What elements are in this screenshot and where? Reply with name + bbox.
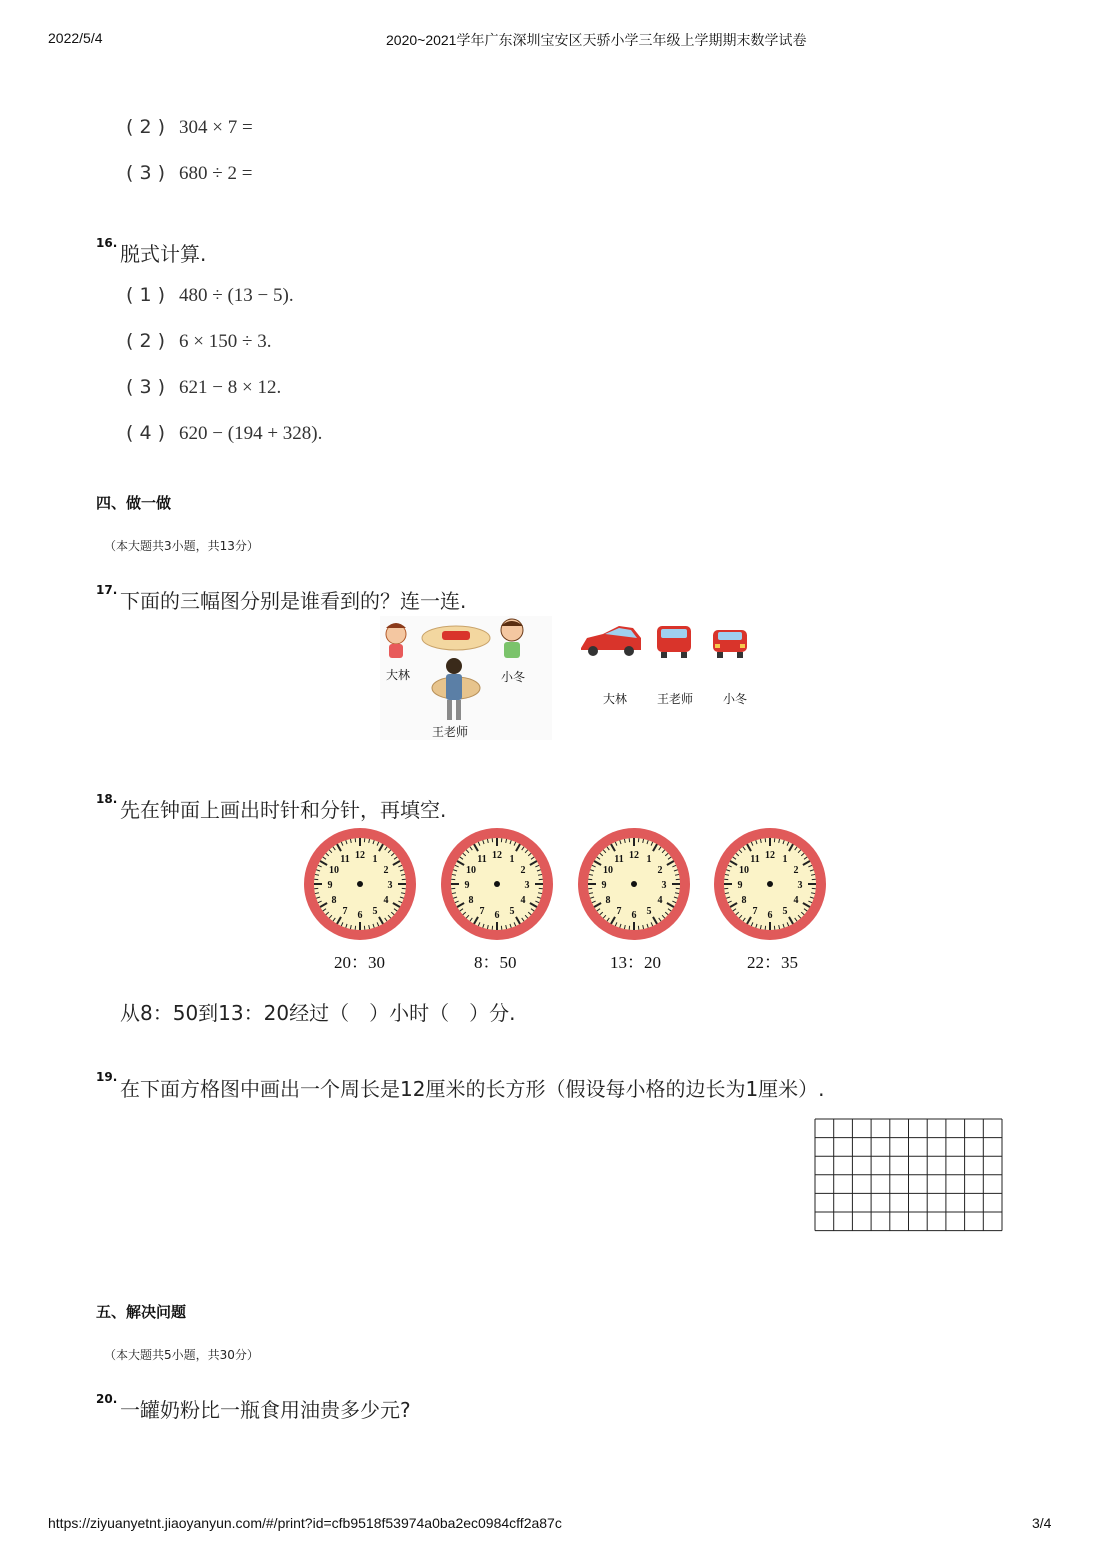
- clock-numeral: 2: [657, 865, 663, 876]
- clock-numeral: 1: [372, 854, 378, 866]
- part-label: ( 1 ): [126, 284, 165, 306]
- scene-label-dalin: 大林: [386, 668, 411, 682]
- clock-numeral: 9: [327, 880, 333, 891]
- section-note: （本大题共5小题，共30分）: [104, 1348, 259, 1362]
- clock-row: [300, 824, 830, 970]
- clock-numeral: 5: [782, 905, 788, 917]
- clock-numeral: 2: [793, 865, 799, 876]
- clock-center-dot: [494, 881, 500, 887]
- clock-center-dot: [767, 881, 773, 887]
- question-text: 脱式计算.: [120, 242, 207, 266]
- clock-face: [302, 826, 418, 942]
- clock-numeral: 1: [509, 854, 515, 866]
- clock-numeral: 7: [479, 905, 485, 917]
- clock-numeral: 7: [342, 905, 348, 917]
- clock-numeral: 3: [524, 880, 530, 891]
- clock-center-dot: [357, 881, 363, 887]
- question-text: 在下面方格图中画出一个周长是12厘米的长方形（假设每小格的边长为1厘米）.: [120, 1077, 825, 1101]
- clock-numeral: 4: [793, 895, 799, 906]
- question-text: 一罐奶粉比一瓶食用油贵多少元?: [120, 1398, 411, 1422]
- clock-numeral: 5: [372, 905, 378, 917]
- clock-face: [439, 826, 555, 942]
- part-expression: 620 − (194 + 328).: [179, 423, 323, 444]
- clock-numeral: 10: [603, 865, 614, 876]
- clock-numeral: 6: [767, 910, 773, 921]
- clock-time-label: 13：20: [610, 953, 661, 972]
- car-side-view-icon: [581, 626, 641, 656]
- question-number: 18.: [96, 792, 118, 806]
- clock-numeral: 11: [340, 854, 350, 866]
- clock-numeral: 6: [357, 910, 363, 921]
- view-label-2: 王老师: [657, 692, 694, 706]
- clock-numeral: 1: [646, 854, 652, 866]
- clock-numeral: 10: [329, 865, 340, 876]
- clock-numeral: 4: [383, 895, 389, 906]
- clock-numeral: 11: [750, 854, 760, 866]
- question-number: 19.: [96, 1070, 118, 1084]
- question-text: 下面的三幅图分别是谁看到的？连一连.: [120, 589, 467, 613]
- q16-part-2: [126, 330, 271, 353]
- question-number: 16.: [96, 236, 118, 250]
- part-label: ( 3 ): [126, 376, 165, 398]
- source-url: https://ziyuanyetnt.jiaoyanyun.com/#/print?id=cfb9518f53974a0ba2ec0984cff2a87c: [48, 1515, 562, 1531]
- q15-part-3: [126, 162, 252, 185]
- clock-numeral: 10: [739, 865, 750, 876]
- clock-numeral: 5: [646, 905, 652, 917]
- clock-numeral: 11: [477, 854, 487, 866]
- q15-part-2: [126, 116, 253, 139]
- question-number: 20.: [96, 1392, 118, 1406]
- clock-numeral: 9: [737, 880, 743, 891]
- clock-numeral: 7: [752, 905, 758, 917]
- clock-numeral: 5: [509, 905, 515, 917]
- car-views: [575, 620, 755, 664]
- clock-numeral: 8: [468, 895, 474, 906]
- clock-numeral: 12: [355, 850, 365, 861]
- q16-part-1: [126, 284, 294, 307]
- clock-numeral: 9: [464, 880, 470, 891]
- part-label: ( 4 ): [126, 422, 165, 444]
- clock-numeral: 2: [520, 865, 526, 876]
- part-label: ( 3 ): [126, 162, 165, 184]
- clock-numeral: 8: [605, 895, 611, 906]
- scene-label-xiaodong: 小冬: [501, 670, 526, 684]
- section-title: 四、做一做: [96, 494, 172, 512]
- clock-numeral: 4: [657, 895, 663, 906]
- square-grid[interactable]: [814, 1118, 1004, 1232]
- view-pictures: [575, 620, 755, 720]
- car-front-view-icon: [657, 626, 691, 658]
- clock-numeral: 11: [614, 854, 624, 866]
- clock-numeral: 3: [387, 880, 393, 891]
- clock-face: [576, 826, 692, 942]
- scene-label-teacher: 王老师: [432, 725, 469, 739]
- clock-face: [712, 826, 828, 942]
- clock-numeral: 7: [616, 905, 622, 917]
- q16-part-3: [126, 376, 281, 399]
- question-number: 17.: [96, 583, 118, 597]
- section-note: （本大题共3小题，共13分）: [104, 539, 259, 553]
- clock-center-dot: [631, 881, 637, 887]
- part-expression: 621 − 8 × 12.: [179, 377, 282, 398]
- view-label-3: 小冬: [723, 692, 748, 706]
- clock-numeral: 12: [765, 850, 775, 861]
- section-title: 五、解决问题: [96, 1303, 187, 1321]
- clock-numeral: 6: [494, 910, 500, 921]
- part-label: ( 2 ): [126, 116, 165, 138]
- clock-numeral: 8: [741, 895, 747, 906]
- clock-numeral: 8: [331, 895, 337, 906]
- part-expression: 6 × 150 ÷ 3.: [179, 331, 272, 352]
- observation-scene: [380, 616, 552, 740]
- fill-in-sentence: 从8：50到13：20经过（ ）小时（ ）分.: [120, 1001, 516, 1025]
- clock-numeral: 10: [466, 865, 477, 876]
- clock-numeral: 4: [520, 895, 526, 906]
- clock-time-label: 8：50: [474, 953, 517, 972]
- part-expression: 680 ÷ 2 =: [179, 163, 253, 184]
- clock-numeral: 6: [631, 910, 637, 921]
- part-expression: 304 × 7 =: [179, 117, 253, 138]
- clock-numeral: 1: [782, 854, 788, 866]
- part-expression: 480 ÷ (13 − 5).: [179, 285, 294, 306]
- clock-time-label: 20：30: [334, 953, 385, 972]
- clock-numeral: 3: [661, 880, 667, 891]
- clock-numeral: 12: [492, 850, 502, 861]
- car-rear-view-icon: [713, 630, 747, 658]
- part-label: ( 2 ): [126, 330, 165, 352]
- document-title: 2020~2021学年广东深圳宝安区天骄小学三年级上学期期末数学试卷: [386, 32, 807, 48]
- question-text: 先在钟面上画出时针和分针，再填空.: [120, 798, 447, 822]
- clock-numeral: 9: [601, 880, 607, 891]
- clock-numeral: 12: [629, 850, 639, 861]
- q16-part-4: [126, 422, 322, 445]
- clock-numeral: 3: [797, 880, 803, 891]
- print-date: 2022/5/4: [48, 30, 103, 46]
- clock-numeral: 2: [383, 865, 389, 876]
- clock-time-label: 22：35: [747, 953, 798, 972]
- view-label-1: 大林: [603, 692, 628, 706]
- page-number: 3/4: [1032, 1515, 1052, 1531]
